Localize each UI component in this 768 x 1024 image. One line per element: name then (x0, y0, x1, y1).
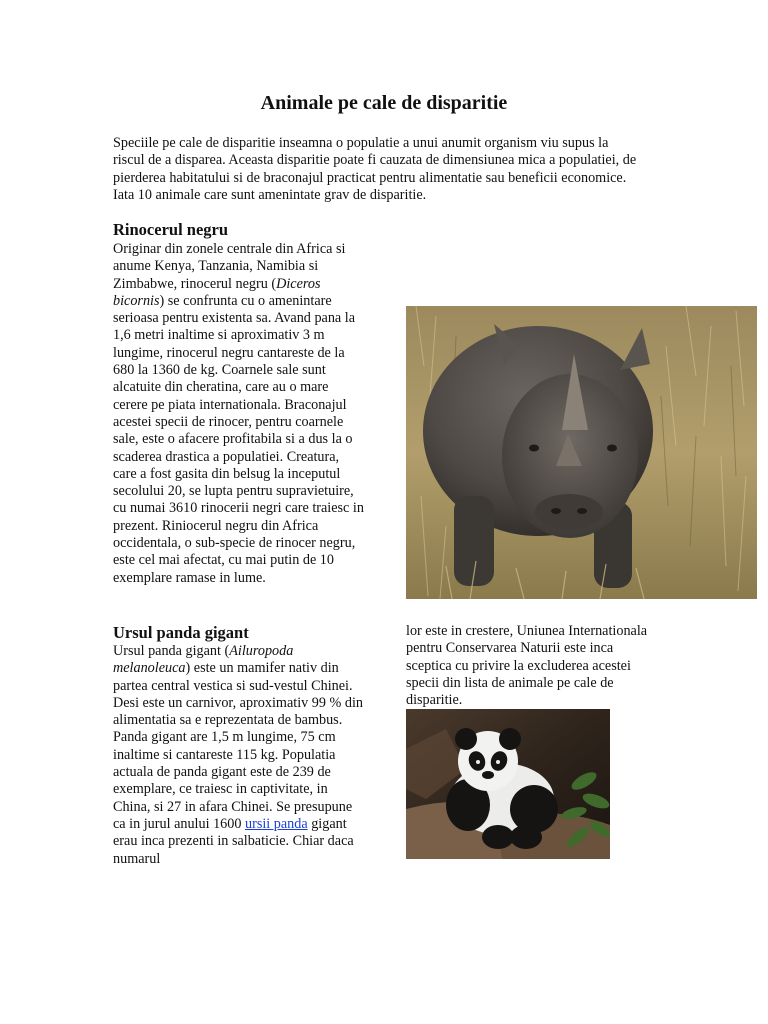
panda-heading: Ursul panda gigant (113, 623, 249, 642)
rhino-heading: Rinocerul negru (113, 220, 229, 239)
rhino-latin-name: Diceros bicornis (113, 275, 321, 309)
ursii-panda-link[interactable]: ursii panda (245, 815, 308, 832)
panda-text-middle: ) este un mamifer nativ din partea central vestica si sud-vestul Chinei. Desi este un carnivor, aproximativ 99 % din alimentatia sa e reprezentata de bambus. Panda gigant are 1,5 m lungime, 75 cm inaltime si cantareste 115 kg. Populatia actuala de panda gigant este de 239 de exemplare, ce traiesc in captivitate, in China, si 27 in afara Chinei. Se presupune ca in jurul anului 1600 (113, 660, 364, 832)
panda-latin-name: Ailuropoda melanoleuca (113, 643, 294, 677)
document-title: Animale pe cale de disparitie (260, 92, 508, 114)
rhino-photo (406, 306, 757, 599)
panda-text-start: Ursul panda gigant ( (113, 643, 230, 659)
panda-photo (406, 709, 610, 859)
panda-paragraph (113, 643, 363, 868)
rhino-text-end: ) se confrunta cu o amenintare serioasa pentru existenta sa. Avand pana la 1,6 metri inaltime si aproximativ 3 m lungime, rinocerul negru cantareste de la 680 la 1360 de kg. Coarnele sale sunt alcatuite din cheratina, care au o mare cerere pe piata internationala. Braconajul acestei specii de rinocer, pentru coarnele sale, este o afacere profitabila si a dus la o scaderea drastica a populatiei. Creatura, care a fost gasita din belsug la inceputul secolului 20, se lupta pentru supravietuire, cu numai 3610 rinocerii negri care traiesc in prezent. Riniocerul negru din Africa occidentala, o sub-specie de rinocer negru, este cel mai afectat, cu mai putin de 10 exemplare ramase in lume. (113, 292, 364, 586)
panda-text-end: gigant erau inca prezenti in salbaticie. Chiar daca numarul (113, 815, 354, 867)
intro-paragraph: Speciile pe cale de disparitie inseamna o populatie a unui anumit organism viu supus la riscul de a disparea. Aceasta disparitie poate fi cauzata de dimensiunea mica a populatiei, de pierderea habitatului si de braconajul practicat pentru alimentatie sau beneficii economice. Iata 10 animale care sunt amenintate grav de disparitie. (113, 135, 637, 204)
rhino-paragraph (113, 241, 365, 587)
rhino-text-start: Originar din zonele centrale din Africa si anume Kenya, Tanzania, Namibia si Zimbabwe, rinocerul negru ( (113, 241, 346, 292)
panda-continuation-paragraph: lor este in crestere, Uniunea Internationala pentru Conservarea Naturii este inca sceptica cu privire la excluderea acestei specii din lista de animale pe cale de disparitie. (406, 623, 648, 709)
